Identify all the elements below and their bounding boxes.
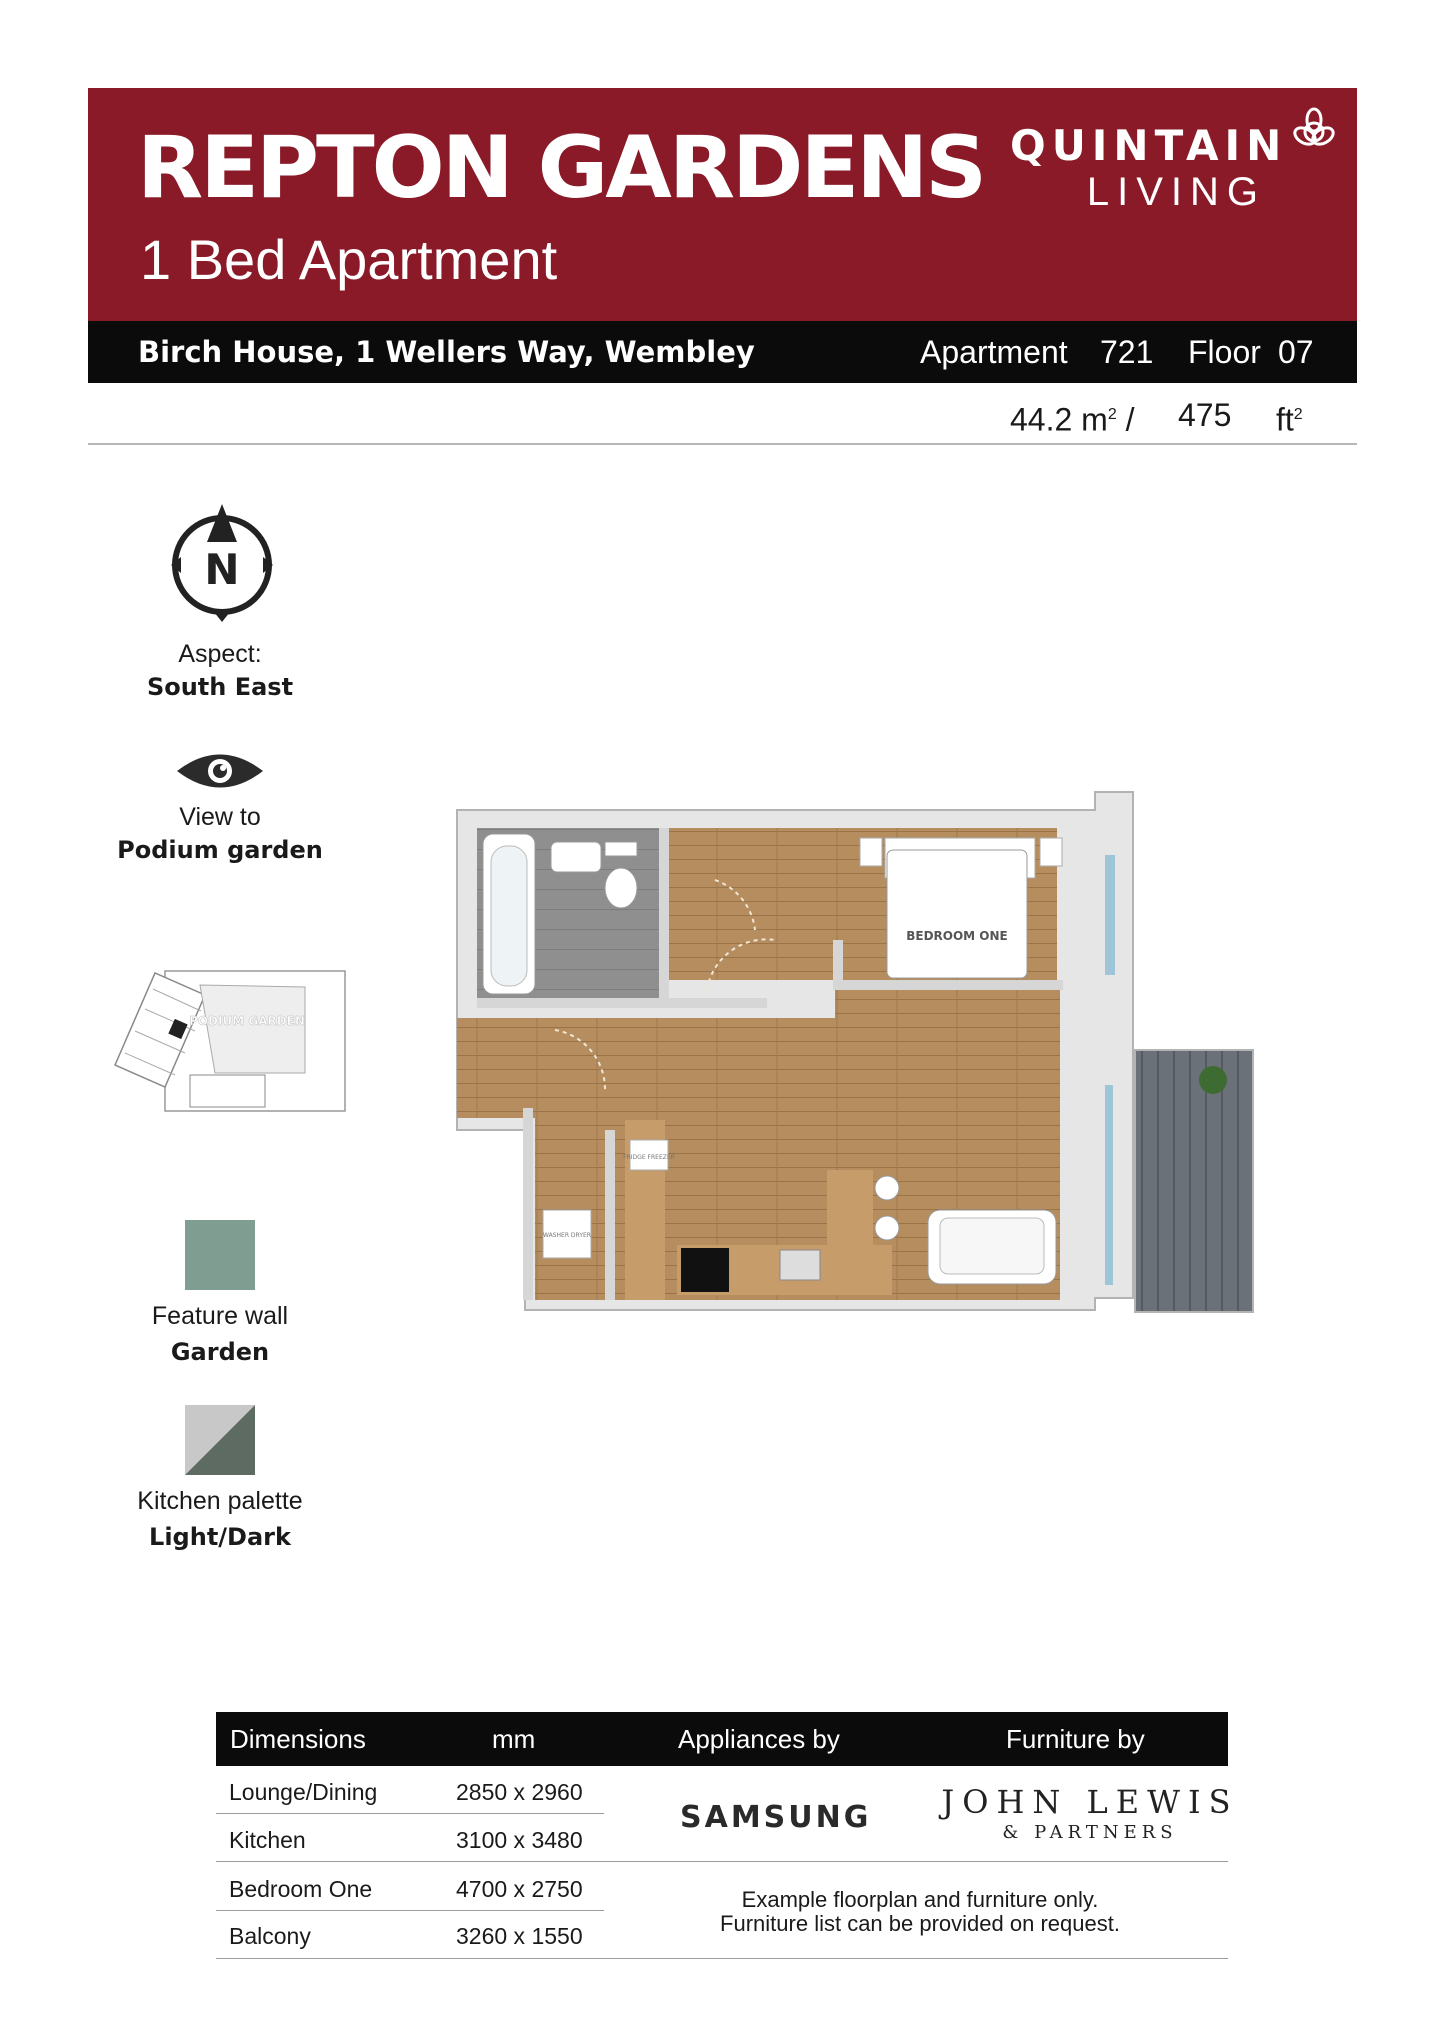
disclaimer-note [640, 1888, 1200, 1936]
row-divider [216, 1958, 1228, 1959]
quintain-living-logo [1010, 122, 1310, 214]
john-lewis-partners-text: & PARTNERS [1002, 1822, 1178, 1843]
room-name: Balcony [229, 1923, 311, 1949]
aspect-label: Aspect: [178, 640, 262, 668]
area-sqm-unit: m [1081, 401, 1108, 438]
room-name: Lounge/Dining [229, 1779, 378, 1805]
brand-top-text: QUINTAIN [1010, 121, 1288, 170]
row-divider [216, 1861, 1228, 1862]
room-size: 2850 x 2960 [456, 1779, 583, 1805]
john-lewis-logo: JOHN LEWIS [941, 1783, 1239, 1821]
development-title: REPTON GARDENS [137, 118, 985, 218]
fridge-label: FRIDGE FREEZER [623, 1154, 675, 1161]
apartment-label: Apartment [920, 334, 1068, 370]
washer-label: WASHER DRYER [543, 1232, 591, 1239]
area-sqft [1276, 395, 1303, 440]
compass-letter: N [204, 545, 240, 594]
apartment-type: 1 Bed Apartment [140, 228, 558, 291]
area-sqm-value: 44.2 [1010, 401, 1073, 438]
area-sqft-unit: ft [1276, 401, 1294, 438]
note-line-1: Example floorplan and furniture only. [741, 1887, 1099, 1912]
address-bar [88, 321, 1357, 383]
header-appliances: Appliances by [678, 1724, 840, 1754]
feature-wall-value: Garden [170, 1338, 270, 1366]
kitchen-palette-value: Light/Dark [149, 1523, 291, 1551]
area-sqm [1010, 395, 1135, 440]
aspect-value: South East [146, 673, 294, 701]
samsung-logo: SAMSUNG [680, 1800, 872, 1835]
address: Birch House, 1 Wellers Way, Wembley [138, 335, 755, 369]
brand-bottom-text: LIVING [1086, 170, 1266, 214]
room-size: 4700 x 2750 [456, 1876, 583, 1902]
bedroom-label: BEDROOM ONE [906, 929, 1008, 943]
site-plan-label: PODIUM GARDEN [189, 1014, 305, 1028]
site-plan-map [95, 965, 350, 1115]
compass-icon [165, 500, 280, 625]
kitchen-palette-swatch [185, 1405, 255, 1475]
room-name: Kitchen [229, 1827, 306, 1853]
row-divider [216, 1813, 604, 1814]
eye-icon [175, 748, 265, 794]
trefoil-logo-icon [1290, 106, 1338, 154]
header-furniture: Furniture by [1006, 1724, 1145, 1754]
header-dimensions: Dimensions [230, 1724, 366, 1754]
floor-label: Floor [1188, 334, 1261, 370]
view-value: Podium garden [117, 836, 323, 864]
floor-plan [455, 790, 1255, 1320]
room-size: 3260 x 1550 [456, 1923, 583, 1949]
apartment-number: 721 [1100, 334, 1154, 370]
dimensions-table-header [216, 1712, 1228, 1766]
room-size: 3100 x 3480 [456, 1827, 583, 1853]
note-line-2: Furniture list can be provided on request. [720, 1911, 1120, 1936]
area-sqft-value: 475 [1178, 397, 1232, 433]
room-name: Bedroom One [229, 1876, 373, 1902]
divider [88, 443, 1357, 445]
view-label: View to [179, 803, 261, 831]
area-separator: / [1125, 401, 1135, 438]
header-mm: mm [492, 1724, 536, 1754]
area-sqft-sup: 2 [1293, 406, 1303, 423]
row-divider [216, 1910, 604, 1911]
feature-wall-label: Feature wall [151, 1302, 289, 1330]
feature-wall-swatch [185, 1220, 255, 1290]
kitchen-palette-label: Kitchen palette [137, 1487, 303, 1515]
floor-number: 07 [1278, 334, 1314, 370]
area-sqm-sup: 2 [1107, 406, 1117, 423]
